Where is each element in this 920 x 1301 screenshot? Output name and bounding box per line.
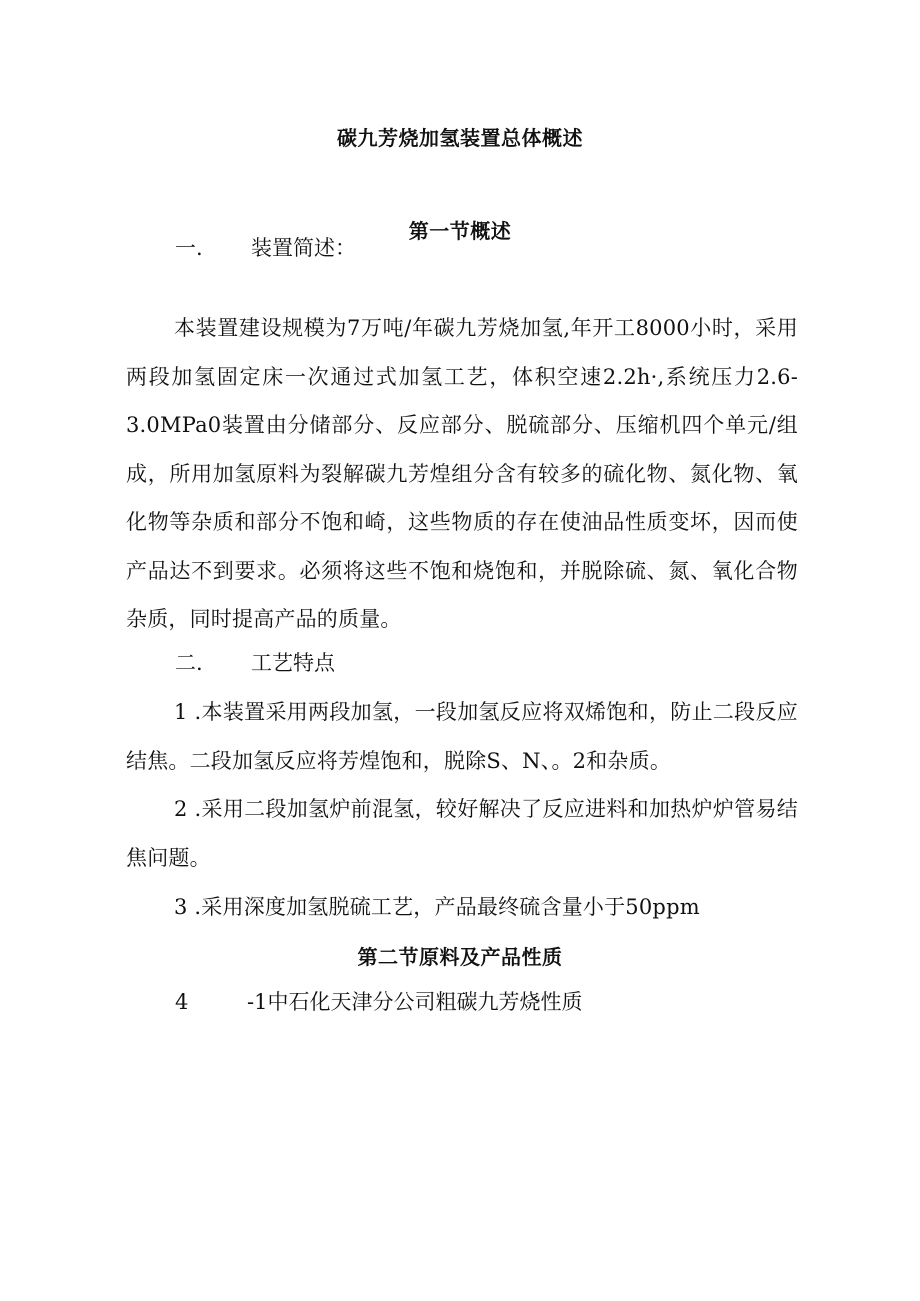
subsection-1-heading (175, 233, 356, 263)
section-2-heading: 第二节原料及产品性质 (357, 945, 563, 969)
subsection-2-number: 二. (175, 651, 203, 675)
document-title: 碳九芳烧加氢装置总体概述 (337, 126, 583, 150)
subsection-1-number: 一. (175, 236, 203, 260)
table-caption-text: -1中石化天津分公司粗碳九芳烧性质 (247, 990, 583, 1014)
feature-item-3: 3 .采用深度加氢脱硫工艺，产品最终硫含量小于50ppm (174, 895, 700, 919)
subsection-2-title: 工艺特点 (251, 651, 335, 675)
feature-item-2: 2 .采用二段加氢炉前混氢，较好解决了反应进料和加热炉炉管易结焦问题。 (126, 797, 798, 870)
table-caption (175, 987, 582, 1017)
section-1-heading: 第一节概述 (408, 219, 512, 243)
feature-item-1: 1 .本装置采用两段加氢，一段加氢反应将双烯饱和，防止二段反应结焦。二段加氢反应将芳煌饱和，脱除S、N、。2和杂质。 (126, 700, 798, 773)
intro-paragraph: 本装置建设规模为7万吨/年碳九芳烧加氢,年开工8000小时，采用两段加氢固定床一次通过式加氢工艺，体积空速2.2h·,系统压力2.6-3.0MPa0装置由分储部分、反应部分、脱硫部分、压缩机四个单元/组成，所用加氢原料为裂解碳九芳煌组分含有较多的硫化物、氮化物、氧化物等杂质和部分不饱和崎，这些物质的存在使油品性质变坏，因而使产品达不到要求。必须将这些不饱和烧饱和，并脱除硫、氮、氧化合物杂质，同时提高产品的质量。 (126, 316, 798, 631)
subsection-1-title: 装置简述： (251, 236, 356, 260)
subsection-2-heading (175, 648, 335, 678)
table-caption-number: 4 (175, 990, 189, 1014)
